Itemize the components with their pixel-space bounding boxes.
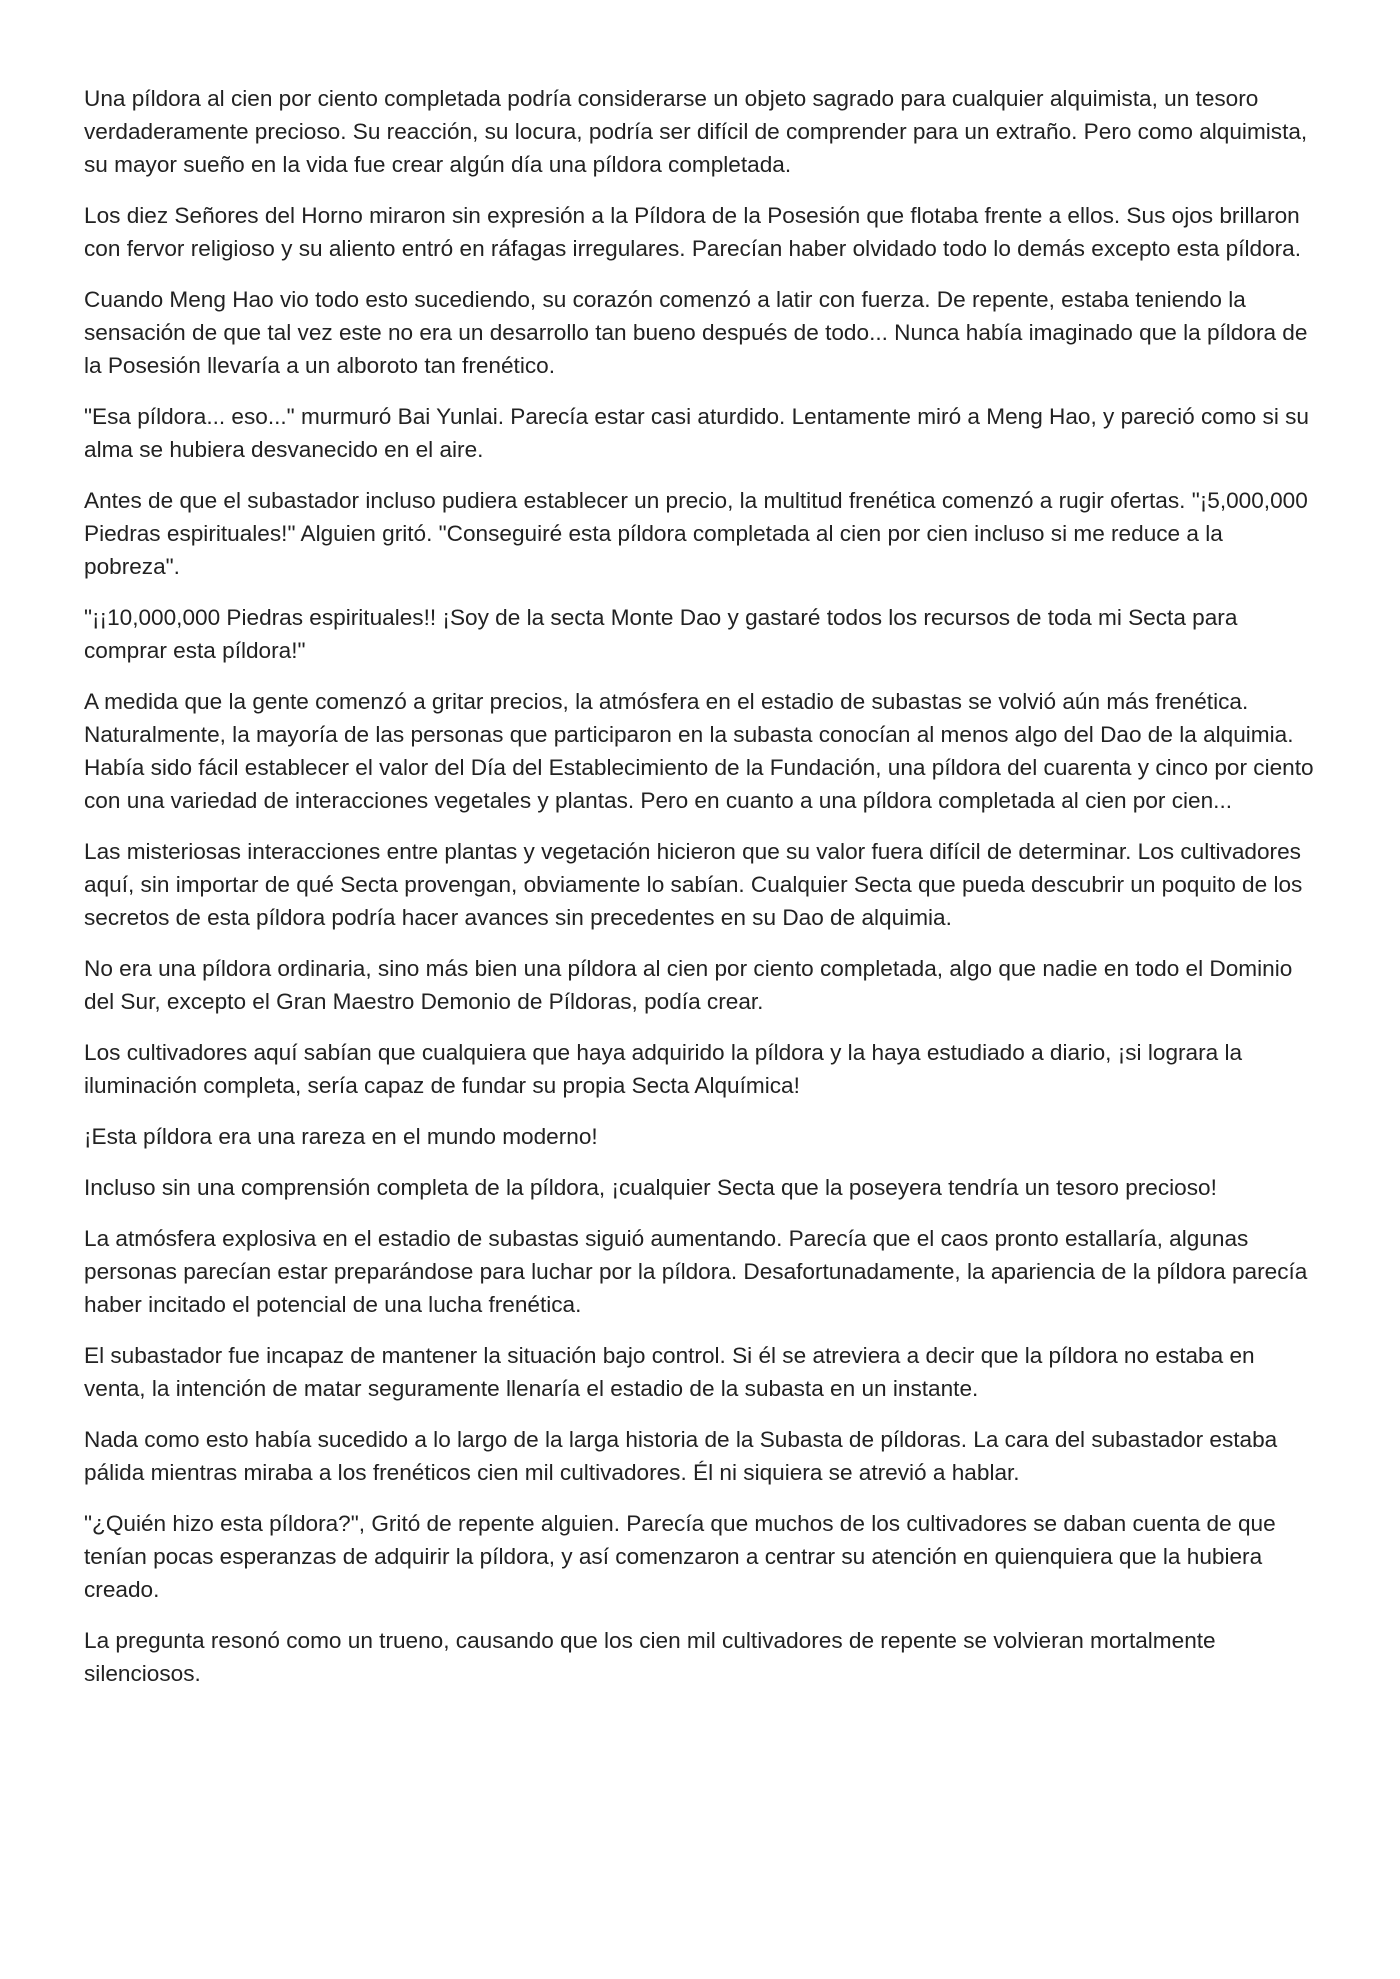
paragraph: Nada como esto había sucedido a lo largo de la larga historia de la Subasta de píldoras. La cara del subastador estaba pálida mientras miraba a los frenéticos cien mil cultivadores. Él ni siquiera se atrevió a hablar.	[84, 1427, 1278, 1485]
paragraph: "Esa píldora... eso..." murmuró Bai Yunlai. Parecía estar casi aturdido. Lentamente miró a Meng Hao, y pareció como si su alma se hubiera desvanecido en el aire.	[84, 404, 1309, 462]
paragraph: ¡Esta píldora era una rareza en el mundo moderno!	[84, 1124, 598, 1149]
document-page	[84, 82, 1320, 1708]
paragraph: Cuando Meng Hao vio todo esto sucediendo, su corazón comenzó a latir con fuerza. De repente, estaba teniendo la sensación de que tal vez este no era un desarrollo tan bueno después de todo... Nunca había imaginado que la píldora de la Posesión llevaría a un alboroto tan frenético.	[84, 287, 1308, 378]
paragraph: "¿Quién hizo esta píldora?", Gritó de repente alguien. Parecía que muchos de los cultivadores se daban cuenta de que tenían pocas esperanzas de adquirir la píldora, y así comenzaron a centrar su atención en quienquiera que la hubiera creado.	[84, 1511, 1276, 1602]
paragraph: Las misteriosas interacciones entre plantas y vegetación hicieron que su valor fuera difícil de determinar. Los cultivadores aquí, sin importar de qué Secta provengan, obviamente lo sabían. Cualquier Secta que pueda descubrir un poquito de los secretos de esta píldora podría hacer avances sin precedentes en su Dao de alquimia.	[84, 839, 1303, 930]
paragraph: La atmósfera explosiva en el estadio de subastas siguió aumentando. Parecía que el caos pronto estallaría, algunas personas parecían estar preparándose para luchar por la píldora. Desafortunadamente, la apariencia de la píldora parecía haber incitado el potencial de una lucha frenética.	[84, 1226, 1308, 1317]
paragraph: Una píldora al cien por ciento completada podría considerarse un objeto sagrado para cualquier alquimista, un tesoro verdaderamente precioso. Su reacción, su locura, podría ser difícil de comprender para un extraño. Pero como alquimista, su mayor sueño en la vida fue crear algún día una píldora completada.	[84, 86, 1308, 177]
paragraph: Antes de que el subastador incluso pudiera establecer un precio, la multitud frenética comenzó a rugir ofertas. "¡5,000,000 Piedras espirituales!" Alguien gritó. "Conseguiré esta píldora completada al cien por cien incluso si me reduce a la pobreza".	[84, 488, 1308, 579]
paragraph: No era una píldora ordinaria, sino más bien una píldora al cien por ciento completada, algo que nadie en todo el Dominio del Sur, excepto el Gran Maestro Demonio de Píldoras, podía crear.	[84, 956, 1293, 1014]
paragraph: A medida que la gente comenzó a gritar precios, la atmósfera en el estadio de subastas se volvió aún más frenética. Naturalmente, la mayoría de las personas que participaron en la subasta conocían al menos algo del Dao de la alquimia. Había sido fácil establecer el valor del Día del Establecimiento de la Fundación, una píldora del cuarenta y cinco por ciento con una variedad de interacciones vegetales y plantas. Pero en cuanto a una píldora completada al cien por cien...	[84, 689, 1314, 813]
paragraph: Los diez Señores del Horno miraron sin expresión a la Píldora de la Posesión que flotaba frente a ellos. Sus ojos brillaron con fervor religioso y su aliento entró en ráfagas irregulares. Parecían haber olvidado todo lo demás excepto esta píldora.	[84, 203, 1302, 261]
paragraph: El subastador fue incapaz de mantener la situación bajo control. Si él se atreviera a decir que la píldora no estaba en venta, la intención de matar seguramente llenaría el estadio de la subasta en un instante.	[84, 1343, 1255, 1401]
paragraph: Incluso sin una comprensión completa de la píldora, ¡cualquier Secta que la poseyera tendría un tesoro precioso!	[84, 1175, 1217, 1200]
paragraph: La pregunta resonó como un trueno, causando que los cien mil cultivadores de repente se volvieran mortalmente silenciosos.	[84, 1628, 1216, 1686]
paragraph: "¡¡10,000,000 Piedras espirituales!! ¡Soy de la secta Monte Dao y gastaré todos los recursos de toda mi Secta para comprar esta píldora!"	[84, 605, 1238, 663]
paragraph: Los cultivadores aquí sabían que cualquiera que haya adquirido la píldora y la haya estudiado a diario, ¡si lograra la iluminación completa, sería capaz de fundar su propia Secta Alquímica!	[84, 1040, 1243, 1098]
